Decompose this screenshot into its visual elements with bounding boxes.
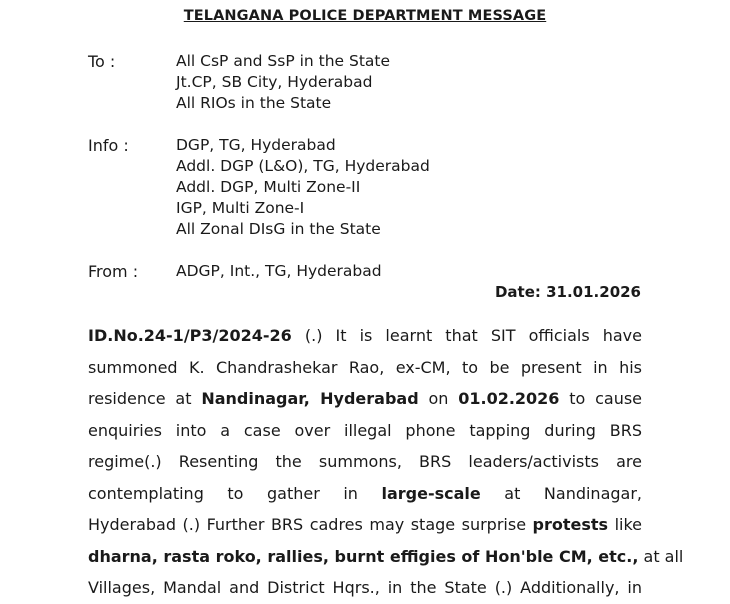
message-date: Date: 31.01.2026: [494, 283, 641, 301]
info-line-5: All Zonal DIsG in the State: [176, 220, 381, 238]
id-number: ID.No.24-1/P3/2024-26: [88, 326, 292, 345]
body-line-7: Hyderabad (.) Further BRS cadres may stage surprise protests like: [88, 515, 643, 534]
info-line-1: DGP, TG, Hyderabad: [176, 136, 336, 154]
info-label: Info :: [88, 136, 129, 155]
message-body: [88, 320, 684, 604]
from-line: ADGP, Int., TG, Hyderabad: [176, 262, 382, 280]
to-line-3: All RIOs in the State: [176, 94, 332, 112]
info-line-4: IGP, Multi Zone-I: [176, 199, 305, 217]
from-label: From :: [88, 262, 139, 281]
to-line-2: Jt.CP, SB City, Hyderabad: [176, 73, 373, 91]
body-line-5: regime(.) Resenting the summons, BRS leaders/activists are: [88, 452, 642, 471]
body-line-2: summoned K. Chandrashekar Rao, ex-CM, to be present in his: [88, 357, 642, 377]
body-line-6: contemplating to gather in large-scale at Nandinagar,: [88, 483, 643, 503]
info-line-2: Addl. DGP (L&O), TG, Hyderabad: [176, 157, 430, 175]
body-line-1: ID.No.24-1/P3/2024-26 (.) It is learnt that SIT officials have: [88, 326, 642, 345]
body-line-8: dharna, rasta roko, rallies, burnt effigies of Hon'ble CM, etc., at all: [88, 546, 684, 566]
body-line-3: residence at Nandinagar, Hyderabad on 01.02.2026 to cause: [88, 389, 643, 408]
to-label: To :: [88, 52, 116, 71]
to-line-1: All CsP and SsP in the State: [176, 52, 391, 70]
body-line-4: enquiries into a case over illegal phone tapping during BRS: [88, 420, 642, 440]
body-line-9: Villages, Mandal and District Hqrs., in the State (.) Additionally, in: [88, 578, 642, 597]
info-line-3: Addl. DGP, Multi Zone-II: [176, 178, 361, 196]
page-title: TELANGANA POLICE DEPARTMENT MESSAGE: [183, 8, 547, 24]
